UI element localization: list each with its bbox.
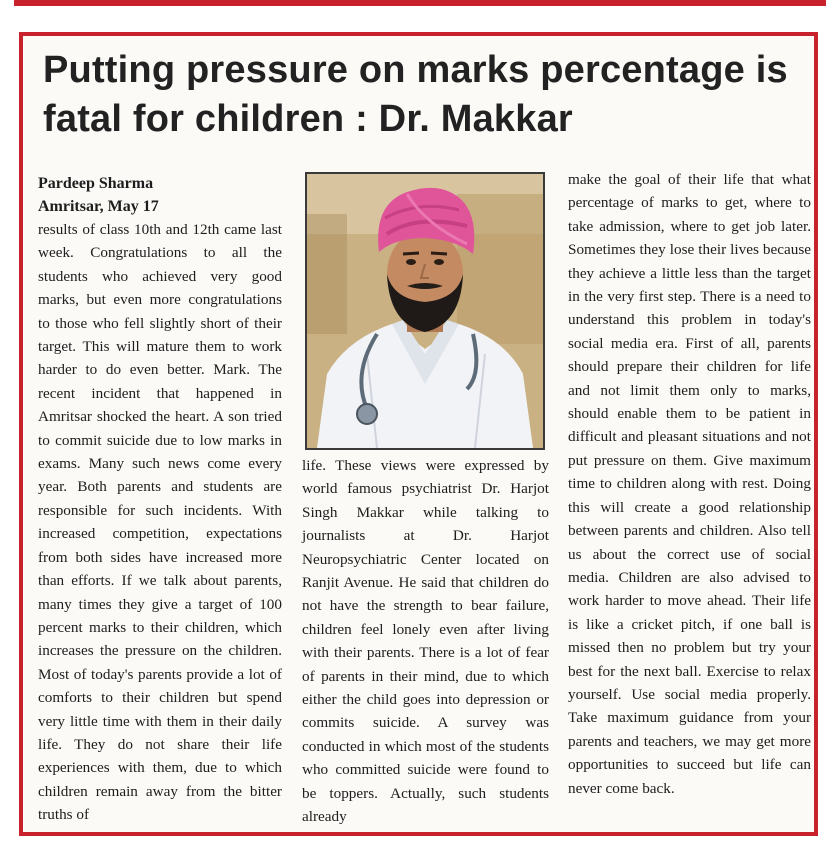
column-2-text: life. These views were expressed by world famous psychiatrist Dr. Harjot Singh Makkar while talking to journalists at Dr. Harjot Neuropsychiatric Center located on Ranjit Avenue. He said that children do not have the strength to bear failure, children feel lonely even after living with their parents. There is a lot of fear of parents in their mind, due to which either the child goes into depression or commits suicide. A survey was conducted in which most of the students who committed suicide were found to be toppers. Actually, such students already	[302, 457, 549, 826]
article-column-2	[302, 454, 549, 829]
article-frame	[19, 32, 818, 836]
author-byline: Pardeep Sharma	[38, 175, 154, 192]
dateline: Amritsar, May 17	[38, 198, 159, 215]
article-column-3	[568, 168, 811, 800]
doctor-photo	[305, 172, 545, 450]
top-red-rule	[14, 0, 826, 6]
column-3-text: make the goal of their life that what percentage of marks to get, where to take admission, where to get job later. Sometimes they lose their lives because they achieve a little less than the target in the very first step. There is a need to understand this problem in today's social media era. First of all, parents should prepare their children for life and not limit them only to marks, should enable them to be patient in difficult and pleasant situations and not put pressure on them. Give maximum time to children along with rest. Doing this will create a good relationship between parents and children. Also tell us about the correct use of social media. Children are also advised to work harder to move ahead. Their life is like a cricket pitch, if one ball is missed then no problem but try your best for the next ball. Exercise to relax yourself. Use social media properly. Take maximum guidance from your parents and teachers, we may get more opportunities to succeed but life can never come back.	[568, 171, 811, 797]
portrait-illustration	[307, 174, 543, 448]
article-column-1	[38, 172, 282, 827]
column-1-text: results of class 10th and 12th came last week. Congratulations to all the students who achieved very good marks, but even more congratulations to those who fell slightly short of their target. This will mature them to work harder to do even better. Mark. The recent incident that happened in Amritsar shocked the heart. A son tried to commit suicide due to low marks in exams. Many such news come every year. Both parents and students are responsible for such incidents. With increased competition, expectations from both sides have increased more than efforts. If we talk about parents, many times they give a target of 100 percent marks to their children, which increases the pressure on the children. Most of today's parents provide a lot of comforts to their children but spend very little time with them in their daily life. They do not share their life experiences with them, due to which children remain away from the bitter truths of	[38, 221, 282, 824]
headline: Putting pressure on marks percentage is fatal for children : Dr. Makkar	[43, 49, 788, 140]
